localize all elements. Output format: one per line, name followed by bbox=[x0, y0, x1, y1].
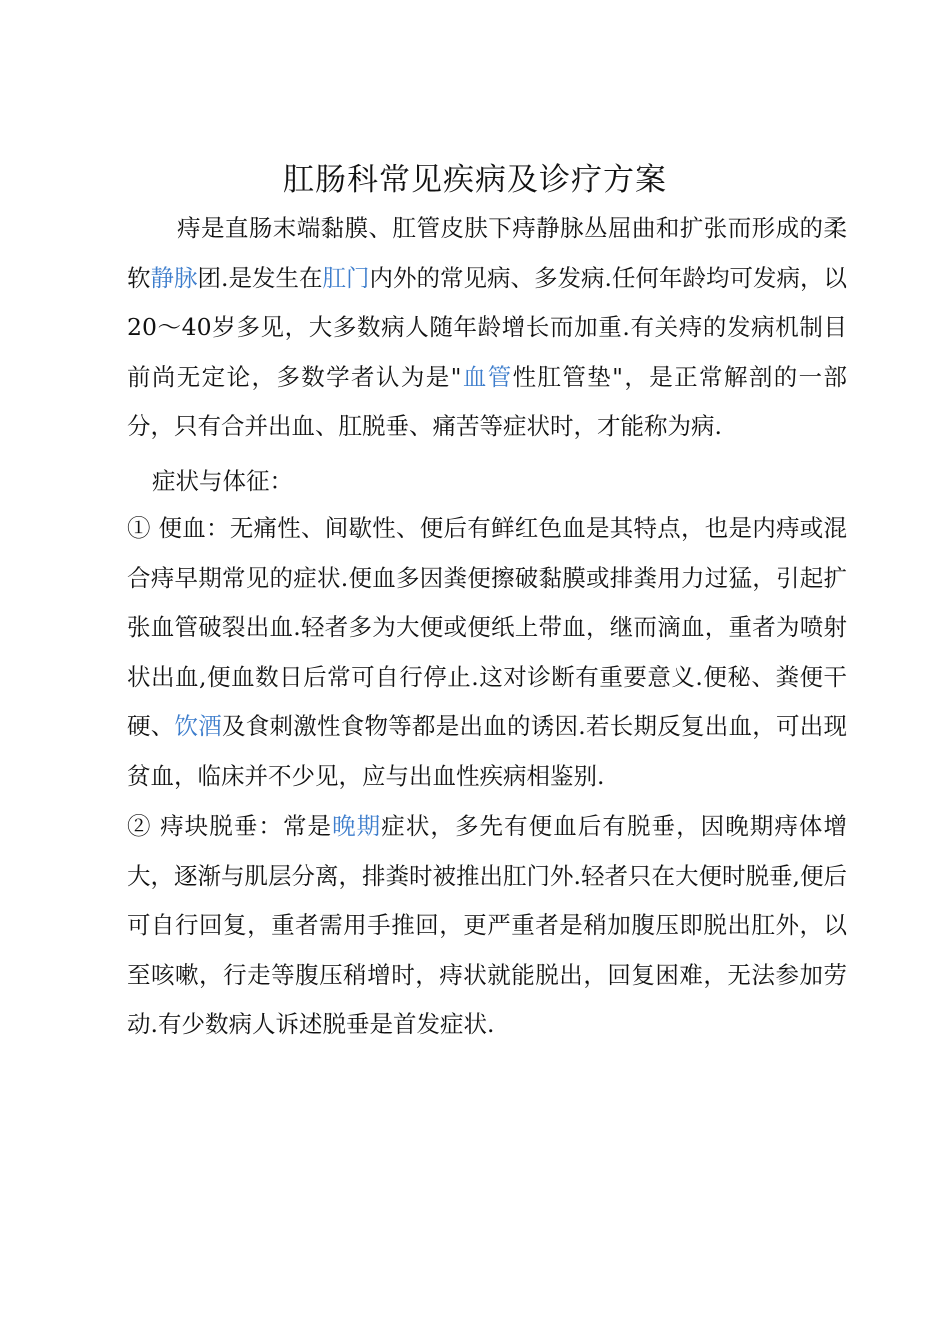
link-vein[interactable]: 静脉 bbox=[150, 263, 198, 292]
symptom-item-prolapse bbox=[127, 802, 847, 1050]
intro-paragraph bbox=[127, 204, 847, 452]
link-late-stage[interactable]: 晚期 bbox=[332, 812, 382, 840]
document-title: 肛肠科常见疾病及诊疗方案 bbox=[283, 162, 667, 198]
intro-text-4: 性肛管垫"，是正常解剖的一部分，只有合并出血、肛脱垂、痛苦等症状时，才能称为病. bbox=[127, 362, 848, 440]
item1-text-2: 及食刺激性食物等都是出血的诱因.若长期反复出血，可出现贫血，临床并不少见，应与出血性疾病相鉴别. bbox=[127, 712, 848, 790]
link-blood-vessel[interactable]: 血管 bbox=[461, 362, 513, 391]
symptom-item-bleeding bbox=[127, 504, 847, 801]
intro-text-2: 团.是发生在 bbox=[197, 263, 323, 292]
link-anus[interactable]: 肛门 bbox=[322, 263, 370, 292]
item1-text-1: ① 便血：无痛性、间歇性、便后有鲜红色血是其特点，也是内痔或混合痔早期常见的症状.便血多因粪便擦破黏膜或排粪用力过猛，引起扩张血管破裂出血.轻者多为大便或便纸上带血，继而滴血，重者为喷射状出血,便血数日后常可自行停止.这对诊断有重要意义.便秘、粪便干硬、 bbox=[127, 514, 847, 740]
item2-text-1: ② 痔块脱垂：常是 bbox=[127, 812, 333, 840]
symptoms-heading: 症状与体征： bbox=[152, 467, 293, 495]
intro-text-1: 痔是直肠末端黏膜、肛管皮肤下痔静脉丛屈曲和扩张而形成的柔软 bbox=[127, 214, 847, 292]
link-drinking[interactable]: 饮酒 bbox=[174, 712, 223, 740]
item2-text-2: 症状，多先有便血后有脱垂，因晚期痔体增大，逐渐与肌层分离，排粪时被推出肛门外.轻者只在大便时脱垂,便后可自行回复，重者需用手推回，更严重者是稍加腹压即脱出肛外，以至咳嗽，行走等腹压稍增时，痔状就能脱出，回复困难，无法参加劳动.有少数病人诉述脱垂是首发症状. bbox=[127, 812, 848, 1038]
intro-text-3: 内外的常见病、多发病.任何年龄均可发病，以20〜40岁多见，大多数病人随年龄增长而加重.有关痔的发病机制目前尚无定论，多数学者认为是" bbox=[127, 263, 848, 391]
